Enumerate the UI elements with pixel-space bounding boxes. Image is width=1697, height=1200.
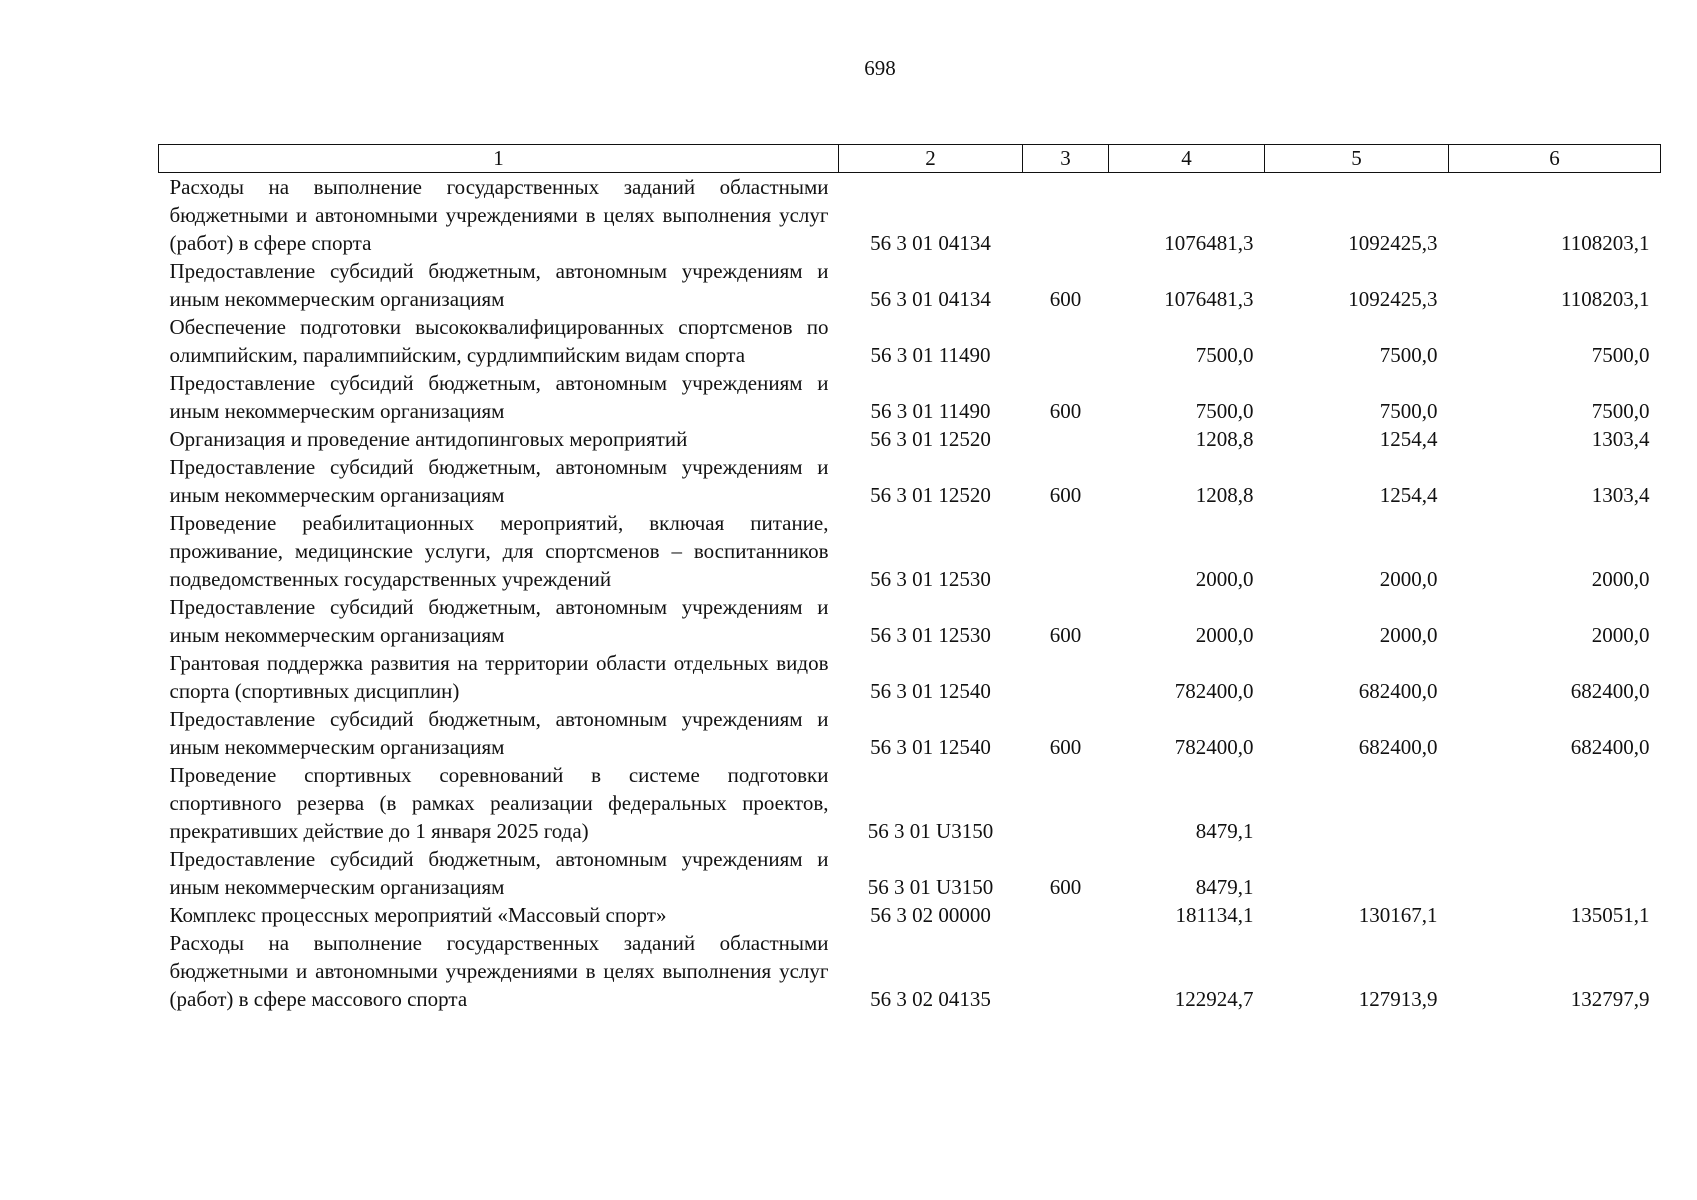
row-expense-type: 600 [1049, 399, 1082, 423]
row-amount-year1: 782400,0 [1174, 679, 1254, 703]
row-code: 56 3 01 04134 [870, 231, 991, 255]
row-name: Предоставление субсидий бюджетным, автономным учреждениям и иным некоммерческим организациям [169, 707, 829, 759]
row-amount-year1: 122924,7 [1174, 987, 1254, 1011]
row-expense-type [1023, 509, 1109, 593]
row-name: Организация и проведение антидопинговых мероприятий [169, 427, 688, 451]
table-row [159, 901, 1661, 929]
row-name: Предоставление субсидий бюджетным, автономным учреждениям и иным некоммерческим организациям [169, 847, 829, 899]
row-amount-year2: 682400,0 [1358, 735, 1438, 759]
row-amount-year1: 8479,1 [1195, 819, 1254, 843]
table-body [159, 173, 1661, 1014]
row-name: Обеспечение подготовки высококвалифицированных спортсменов по олимпийским, паралимпийским, сурдлимпийским видам спорта [169, 315, 829, 367]
table-row [159, 313, 1661, 369]
row-name: Грантовая поддержка развития на территории области отдельных видов спорта (спортивных дисциплин) [169, 651, 829, 703]
table-row [159, 761, 1661, 845]
row-name: Комплекс процессных мероприятий «Массовый спорт» [169, 903, 667, 927]
row-amount-year2: 130167,1 [1358, 903, 1438, 927]
row-amount-year3: 2000,0 [1591, 623, 1650, 647]
row-name: Проведение реабилитационных мероприятий, включая питание, проживание, медицинские услуги, для спортсменов – воспитанников подведомственных государственных учреждений [169, 511, 829, 591]
row-amount-year2: 7500,0 [1379, 399, 1438, 423]
row-name: Расходы на выполнение государственных заданий областными бюджетными и автономными учреждениями в целях выполнения услуг (работ) в сфере спорта [169, 175, 829, 255]
row-amount-year1: 1076481,3 [1164, 287, 1254, 311]
row-amount-year1: 1208,8 [1195, 427, 1254, 451]
column-header-1: 1 [159, 145, 839, 173]
row-code: 56 3 01 12520 [870, 483, 991, 507]
table-row [159, 593, 1661, 649]
row-name: Предоставление субсидий бюджетным, автономным учреждениям и иным некоммерческим организациям [169, 259, 829, 311]
row-amount-year2: 7500,0 [1379, 343, 1438, 367]
row-expense-type [1023, 901, 1109, 929]
row-amount-year1: 8479,1 [1195, 875, 1254, 899]
row-expense-type [1023, 761, 1109, 845]
table-row [159, 929, 1661, 1013]
row-amount-year2: 682400,0 [1358, 679, 1438, 703]
table-row [159, 649, 1661, 705]
row-amount-year3: 1303,4 [1591, 483, 1650, 507]
row-amount-year3: 1108203,1 [1561, 231, 1650, 255]
row-amount-year3: 682400,0 [1570, 735, 1650, 759]
row-amount-year3: 1108203,1 [1561, 287, 1650, 311]
row-expense-type: 600 [1049, 483, 1082, 507]
row-code: 56 3 01 04134 [870, 287, 991, 311]
row-amount-year2: 1092425,3 [1348, 231, 1438, 255]
column-header-4: 4 [1109, 145, 1265, 173]
row-code: 56 3 01 U3150 [867, 875, 994, 899]
row-amount-year3: 7500,0 [1591, 343, 1650, 367]
row-amount-year3 [1449, 761, 1661, 845]
row-name: Предоставление субсидий бюджетным, автономным учреждениям и иным некоммерческим организациям [169, 455, 829, 507]
row-code: 56 3 02 00000 [870, 903, 991, 927]
row-amount-year3: 2000,0 [1591, 567, 1650, 591]
row-name: Предоставление субсидий бюджетным, автономным учреждениям и иным некоммерческим организациям [169, 371, 829, 423]
table-row [159, 173, 1661, 258]
table-row [159, 705, 1661, 761]
row-amount-year2 [1265, 761, 1449, 845]
table-row [159, 369, 1661, 425]
row-expense-type [1023, 929, 1109, 1013]
page-number: 698 [864, 56, 896, 80]
column-header-6: 6 [1449, 145, 1661, 173]
column-header-2: 2 [839, 145, 1023, 173]
table-row [159, 453, 1661, 509]
row-amount-year3: 135051,1 [1570, 903, 1650, 927]
row-amount-year2: 127913,9 [1358, 987, 1438, 1011]
row-amount-year1: 181134,1 [1175, 903, 1254, 927]
row-amount-year2: 2000,0 [1379, 567, 1438, 591]
table-row [159, 509, 1661, 593]
row-amount-year2 [1265, 845, 1449, 901]
row-expense-type [1023, 173, 1109, 258]
row-name: Проведение спортивных соревнований в системе подготовки спортивного резерва (в рамках реализации федеральных проектов, прекративших действие до 1 января 2025 года) [169, 763, 829, 843]
row-code: 56 3 01 12540 [870, 679, 991, 703]
row-amount-year2: 1254,4 [1379, 427, 1438, 451]
row-amount-year1: 782400,0 [1174, 735, 1254, 759]
row-code: 56 3 01 12530 [870, 567, 991, 591]
table-row [159, 257, 1661, 313]
row-code: 56 3 01 11490 [870, 399, 991, 423]
row-expense-type: 600 [1049, 287, 1082, 311]
row-amount-year2: 1092425,3 [1348, 287, 1438, 311]
row-amount-year1: 1076481,3 [1164, 231, 1254, 255]
row-code: 56 3 01 11490 [870, 343, 991, 367]
row-code: 56 3 01 12540 [870, 735, 991, 759]
row-amount-year1: 2000,0 [1195, 567, 1254, 591]
row-amount-year1: 7500,0 [1195, 399, 1254, 423]
row-code: 56 3 01 U3150 [867, 819, 994, 843]
row-amount-year3: 1303,4 [1591, 427, 1650, 451]
row-code: 56 3 02 04135 [870, 987, 991, 1011]
row-amount-year2: 2000,0 [1379, 623, 1438, 647]
row-amount-year1: 1208,8 [1195, 483, 1254, 507]
row-amount-year3 [1449, 845, 1661, 901]
row-amount-year1: 2000,0 [1195, 623, 1254, 647]
column-header-3: 3 [1023, 145, 1109, 173]
row-name: Предоставление субсидий бюджетным, автономным учреждениям и иным некоммерческим организациям [169, 595, 829, 647]
row-amount-year3: 7500,0 [1591, 399, 1650, 423]
row-expense-type [1023, 313, 1109, 369]
column-header-5: 5 [1265, 145, 1449, 173]
table-row [159, 425, 1661, 453]
table-header [159, 145, 1661, 173]
table-row [159, 845, 1661, 901]
row-amount-year2: 1254,4 [1379, 483, 1438, 507]
row-expense-type [1023, 425, 1109, 453]
header-row [159, 145, 1661, 173]
budget-table [158, 144, 1661, 1013]
row-expense-type: 600 [1049, 735, 1082, 759]
row-expense-type [1023, 649, 1109, 705]
row-amount-year3: 682400,0 [1570, 679, 1650, 703]
row-code: 56 3 01 12530 [870, 623, 991, 647]
row-amount-year3: 132797,9 [1570, 987, 1650, 1011]
row-amount-year1: 7500,0 [1195, 343, 1254, 367]
row-expense-type: 600 [1049, 623, 1082, 647]
row-code: 56 3 01 12520 [870, 427, 991, 451]
row-expense-type: 600 [1049, 875, 1082, 899]
row-name: Расходы на выполнение государственных заданий областными бюджетными и автономными учреждениями в целях выполнения услуг (работ) в сфере массового спорта [169, 931, 829, 1011]
